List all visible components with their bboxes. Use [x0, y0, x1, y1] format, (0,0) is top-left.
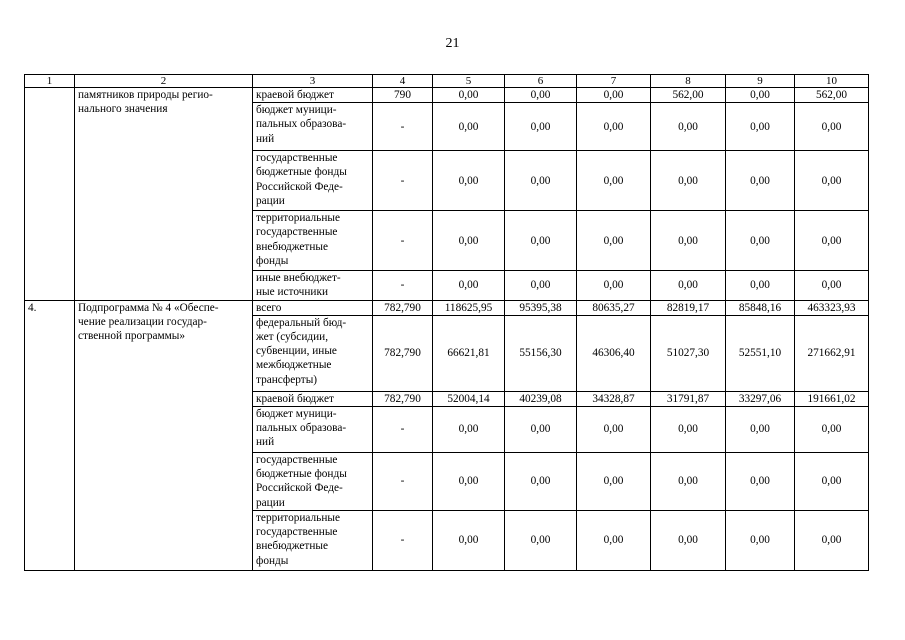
amount-cell: 0,00 — [795, 271, 869, 300]
column-header: 6 — [505, 75, 577, 88]
amount-cell: 34328,87 — [577, 391, 651, 406]
block-continuation — [25, 88, 869, 301]
amount-cell: 118625,95 — [433, 300, 505, 315]
funding-source: территориальные государственные внебюджетные фонды — [253, 511, 373, 571]
amount-cell: 40239,08 — [505, 391, 577, 406]
amount-cell: 0,00 — [433, 88, 505, 103]
column-number-row — [25, 75, 869, 88]
amount-cell: 0,00 — [795, 511, 869, 571]
amount-cell: 271662,91 — [795, 315, 869, 391]
program-description: Подпрограмма № 4 «Обеспе- чение реализации государ- ственной программы» — [75, 300, 253, 570]
amount-cell: - — [373, 453, 433, 511]
block-subprogram-4 — [25, 300, 869, 570]
funding-source: краевой бюджет — [253, 88, 373, 103]
amount-cell: 191661,02 — [795, 391, 869, 406]
amount-cell: 562,00 — [651, 88, 726, 103]
amount-cell: 0,00 — [433, 151, 505, 211]
amount-cell: 0,00 — [795, 211, 869, 271]
amount-cell: 0,00 — [651, 511, 726, 571]
amount-cell: 782,790 — [373, 300, 433, 315]
amount-cell: 52551,10 — [726, 315, 795, 391]
amount-cell: 0,00 — [651, 103, 726, 151]
amount-cell: 782,790 — [373, 315, 433, 391]
amount-cell: 0,00 — [795, 407, 869, 453]
amount-cell: 0,00 — [577, 453, 651, 511]
amount-cell: 0,00 — [726, 407, 795, 453]
funding-source: государственные бюджетные фонды Российской Феде- рации — [253, 151, 373, 211]
amount-cell: 782,790 — [373, 391, 433, 406]
amount-cell: 0,00 — [433, 271, 505, 300]
amount-cell: 0,00 — [433, 407, 505, 453]
amount-cell: 0,00 — [577, 151, 651, 211]
amount-cell: 85848,16 — [726, 300, 795, 315]
funding-source: государственные бюджетные фонды Российской Феде- рации — [253, 453, 373, 511]
amount-cell: 790 — [373, 88, 433, 103]
amount-cell: 82819,17 — [651, 300, 726, 315]
amount-cell: 0,00 — [433, 103, 505, 151]
funding-source: федеральный бюд- жет (субсидии, субвенции, иные межбюджетные трансферты) — [253, 315, 373, 391]
amount-cell: 0,00 — [651, 151, 726, 211]
amount-cell: 0,00 — [795, 151, 869, 211]
amount-cell: 0,00 — [505, 88, 577, 103]
amount-cell: 0,00 — [505, 151, 577, 211]
amount-cell: 0,00 — [651, 211, 726, 271]
amount-cell: 0,00 — [726, 271, 795, 300]
amount-cell: 46306,40 — [577, 315, 651, 391]
budget-table — [24, 74, 869, 571]
amount-cell: 0,00 — [505, 103, 577, 151]
amount-cell: 0,00 — [795, 453, 869, 511]
amount-cell: - — [373, 211, 433, 271]
amount-cell: 55156,30 — [505, 315, 577, 391]
column-header: 1 — [25, 75, 75, 88]
amount-cell: 0,00 — [505, 453, 577, 511]
column-header: 3 — [253, 75, 373, 88]
funding-source: бюджет муници- пальных образова- ний — [253, 407, 373, 453]
amount-cell: 0,00 — [577, 211, 651, 271]
funding-source: всего — [253, 300, 373, 315]
table-row — [25, 300, 869, 315]
amount-cell: - — [373, 511, 433, 571]
amount-cell: 31791,87 — [651, 391, 726, 406]
amount-cell: 33297,06 — [726, 391, 795, 406]
amount-cell: 80635,27 — [577, 300, 651, 315]
column-header: 5 — [433, 75, 505, 88]
amount-cell: 0,00 — [577, 511, 651, 571]
amount-cell: 0,00 — [433, 211, 505, 271]
amount-cell: 66621,81 — [433, 315, 505, 391]
amount-cell: - — [373, 407, 433, 453]
amount-cell: 0,00 — [577, 103, 651, 151]
item-number — [25, 88, 75, 301]
amount-cell: - — [373, 103, 433, 151]
page-number: 21 — [445, 36, 460, 51]
amount-cell: 0,00 — [726, 211, 795, 271]
amount-cell: - — [373, 271, 433, 300]
table-row — [25, 88, 869, 103]
amount-cell: 0,00 — [577, 271, 651, 300]
funding-source: бюджет муници- пальных образова- ний — [253, 103, 373, 151]
funding-source: территориальные государственные внебюджетные фонды — [253, 211, 373, 271]
column-header: 2 — [75, 75, 253, 88]
column-header: 7 — [577, 75, 651, 88]
amount-cell: 463323,93 — [795, 300, 869, 315]
funding-source: краевой бюджет — [253, 391, 373, 406]
amount-cell: 0,00 — [651, 407, 726, 453]
amount-cell: 51027,30 — [651, 315, 726, 391]
amount-cell: 0,00 — [577, 407, 651, 453]
amount-cell: 562,00 — [795, 88, 869, 103]
amount-cell: 0,00 — [505, 211, 577, 271]
amount-cell: 0,00 — [577, 88, 651, 103]
amount-cell: 0,00 — [726, 151, 795, 211]
column-header: 10 — [795, 75, 869, 88]
amount-cell: - — [373, 151, 433, 211]
column-header: 4 — [373, 75, 433, 88]
amount-cell: 0,00 — [505, 271, 577, 300]
amount-cell: 95395,38 — [505, 300, 577, 315]
program-description: памятников природы регио- нального значения — [75, 88, 253, 301]
amount-cell: 0,00 — [726, 103, 795, 151]
item-number: 4. — [25, 300, 75, 570]
amount-cell: 0,00 — [726, 511, 795, 571]
column-header: 9 — [726, 75, 795, 88]
amount-cell: 0,00 — [505, 511, 577, 571]
amount-cell: 0,00 — [651, 271, 726, 300]
amount-cell: 52004,14 — [433, 391, 505, 406]
funding-source: иные внебюджет- ные источники — [253, 271, 373, 300]
amount-cell: 0,00 — [726, 453, 795, 511]
amount-cell: 0,00 — [505, 407, 577, 453]
amount-cell: 0,00 — [795, 103, 869, 151]
amount-cell: 0,00 — [651, 453, 726, 511]
column-header: 8 — [651, 75, 726, 88]
amount-cell: 0,00 — [726, 88, 795, 103]
amount-cell: 0,00 — [433, 511, 505, 571]
amount-cell: 0,00 — [433, 453, 505, 511]
